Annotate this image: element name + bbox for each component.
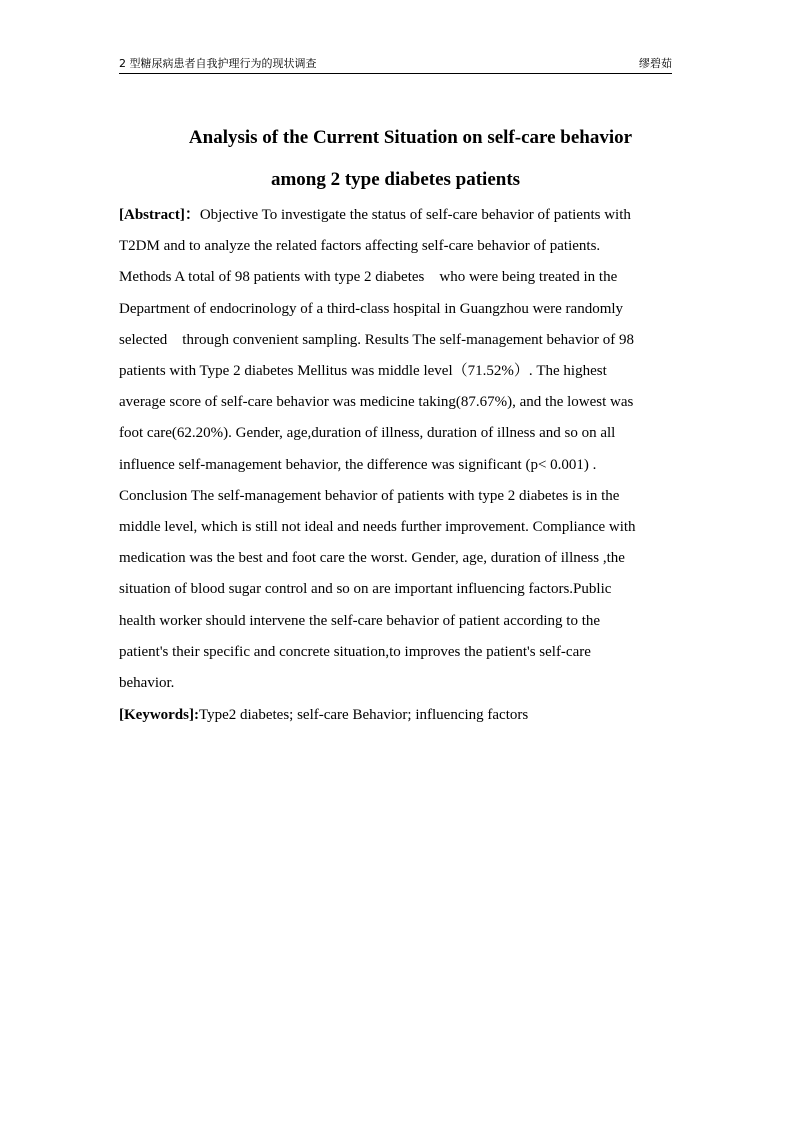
abstract-line: Department of endocrinology of a third-class hospital in Guangzhou were randomly	[119, 300, 624, 317]
abstract	[119, 200, 675, 699]
abstract-separator: ：	[184, 207, 200, 223]
title-line-1: Analysis of the Current Situation on self-care behavior	[188, 127, 633, 148]
abstract-line: patients with Type 2 diabetes Mellitus was middle level（71.52%）. The highest	[119, 363, 607, 380]
abstract-line: patient's their specific and concrete situation,to improves the patient's self-care	[119, 643, 591, 660]
header-thesis-title: 2 型糖尿病患者自我护理行为的现状调查	[119, 57, 317, 70]
abstract-line: foot care(62.20%). Gender, age,duration of illness, duration of illness and so on all	[119, 425, 616, 442]
page-header	[119, 56, 672, 74]
title-line-2: among 2 type diabetes patients	[270, 169, 521, 190]
abstract-line: medication was the best and foot care the worst. Gender, age, duration of illness ,the	[119, 550, 625, 567]
abstract-line: middle level, which is still not ideal and needs further improvement. Compliance with	[119, 519, 636, 536]
abstract-line: influence self-management behavior, the difference was significant (p< 0.001) .	[119, 456, 597, 473]
abstract-line: T2DM and to analyze the related factors affecting self-care behavior of patients.	[119, 238, 601, 255]
header-author: 缪碧茹	[639, 57, 672, 70]
abstract-line: selected through convenient sampling. Results The self-management behavior of 98	[119, 331, 635, 348]
keywords-text: Type2 diabetes; self-care Behavior; influencing factors	[198, 707, 529, 723]
abstract-line: Methods A total of 98 patients with type 2 diabetes who were being treated in the	[119, 269, 618, 286]
abstract-text: Objective To investigate the status of self-care behavior of patients with	[199, 207, 631, 223]
abstract-label: [Abstract]	[119, 207, 185, 223]
abstract-line: Conclusion The self-management behavior of patients with type 2 diabetes is in the	[119, 487, 620, 504]
abstract-line: situation of blood sugar control and so on are important influencing factors.Public	[119, 581, 612, 598]
abstract-line	[119, 200, 675, 231]
abstract-line: average score of self-care behavior was medicine taking(87.67%), and the lowest was	[119, 394, 634, 411]
keywords-label: [Keywords]:	[119, 707, 199, 723]
abstract-line: behavior.	[119, 675, 175, 692]
keywords	[119, 700, 675, 731]
abstract-line: health worker should intervene the self-care behavior of patient according to the	[119, 612, 601, 629]
